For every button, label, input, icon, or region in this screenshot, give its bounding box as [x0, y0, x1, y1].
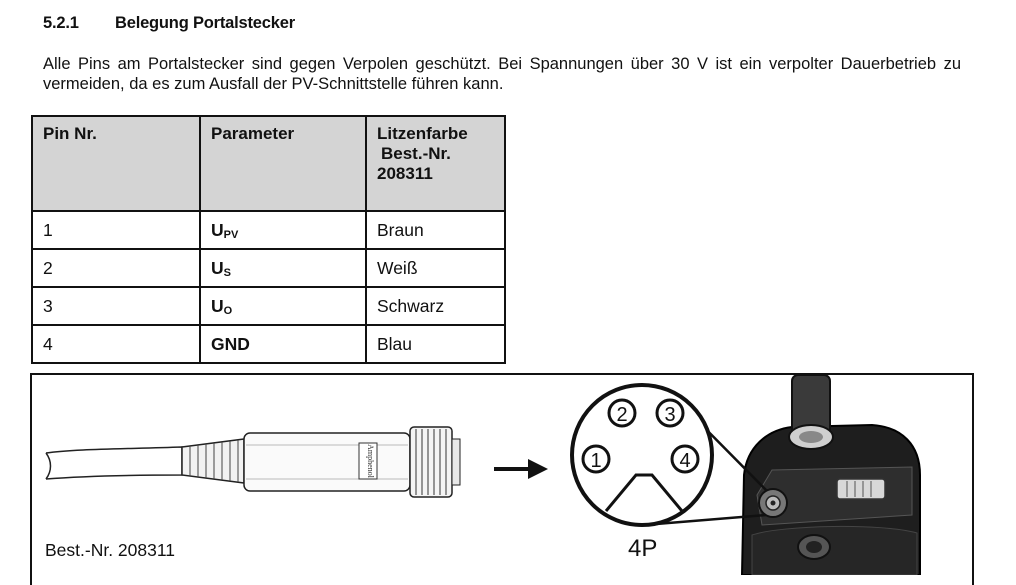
section-title: Belegung Portalstecker — [115, 14, 295, 32]
connector-figure — [30, 373, 974, 585]
header-wire-color — [366, 116, 505, 211]
table-row — [32, 325, 505, 363]
cell-pin: 4 — [32, 325, 200, 363]
pin-label-3: 3 — [664, 404, 676, 426]
plug-brand-text: Amphenol — [366, 444, 375, 478]
param-sub: O — [223, 304, 233, 317]
param-main: U — [211, 295, 224, 316]
connector-label: 4P — [628, 535, 658, 562]
device-cable-icon — [789, 375, 833, 449]
table-row — [32, 287, 505, 325]
table-header-row — [32, 116, 505, 211]
plug-boot-icon — [182, 439, 244, 483]
arrow-right-icon — [494, 459, 548, 479]
cell-color: Weiß — [366, 249, 505, 287]
cell-pin: 2 — [32, 249, 200, 287]
cell-pin: 3 — [32, 287, 200, 325]
cell-pin: 1 — [32, 211, 200, 249]
pin-label-1: 1 — [590, 450, 602, 472]
header-pin: Pin Nr. — [32, 116, 200, 211]
section-heading — [43, 14, 295, 33]
section-paragraph: Alle Pins am Portalstecker sind gegen Verpolen geschützt. Bei Spannungen über 30 V ist ein verpolter Dauerbetrieb zu vermeiden, da es zum Ausfall der PV-Schnittstelle führen kann. — [43, 55, 961, 93]
param-sub: S — [223, 266, 231, 279]
table-row — [32, 211, 505, 249]
coupling-nut-icon — [410, 427, 460, 497]
header-wire-color-line1: Litzenfarbe — [377, 124, 468, 143]
cell-parameter — [200, 249, 366, 287]
header-wire-color-line3: 208311 — [377, 164, 433, 183]
table-row — [32, 249, 505, 287]
param-main: U — [211, 219, 224, 240]
cable-icon — [46, 447, 182, 479]
cell-parameter — [200, 287, 366, 325]
cell-color: Schwarz — [366, 287, 505, 325]
pin-assignment-table — [31, 115, 506, 364]
cell-parameter — [200, 325, 366, 363]
plug-body-icon — [244, 433, 410, 491]
figure-caption: Best.-Nr. 208311 — [45, 540, 176, 560]
param-main: GND — [211, 333, 250, 354]
pin-label-2: 2 — [616, 404, 628, 426]
param-main: U — [211, 257, 224, 278]
cell-parameter — [200, 211, 366, 249]
device-socket-icon — [759, 489, 787, 517]
connector-face-icon — [572, 385, 712, 525]
param-sub: PV — [223, 228, 239, 241]
header-parameter: Parameter — [200, 116, 366, 211]
cell-color: Blau — [366, 325, 505, 363]
pin-label-4: 4 — [679, 450, 691, 472]
header-wire-color-line2: Best.-Nr. — [381, 144, 451, 163]
section-number: 5.2.1 — [43, 14, 79, 32]
cell-color: Braun — [366, 211, 505, 249]
